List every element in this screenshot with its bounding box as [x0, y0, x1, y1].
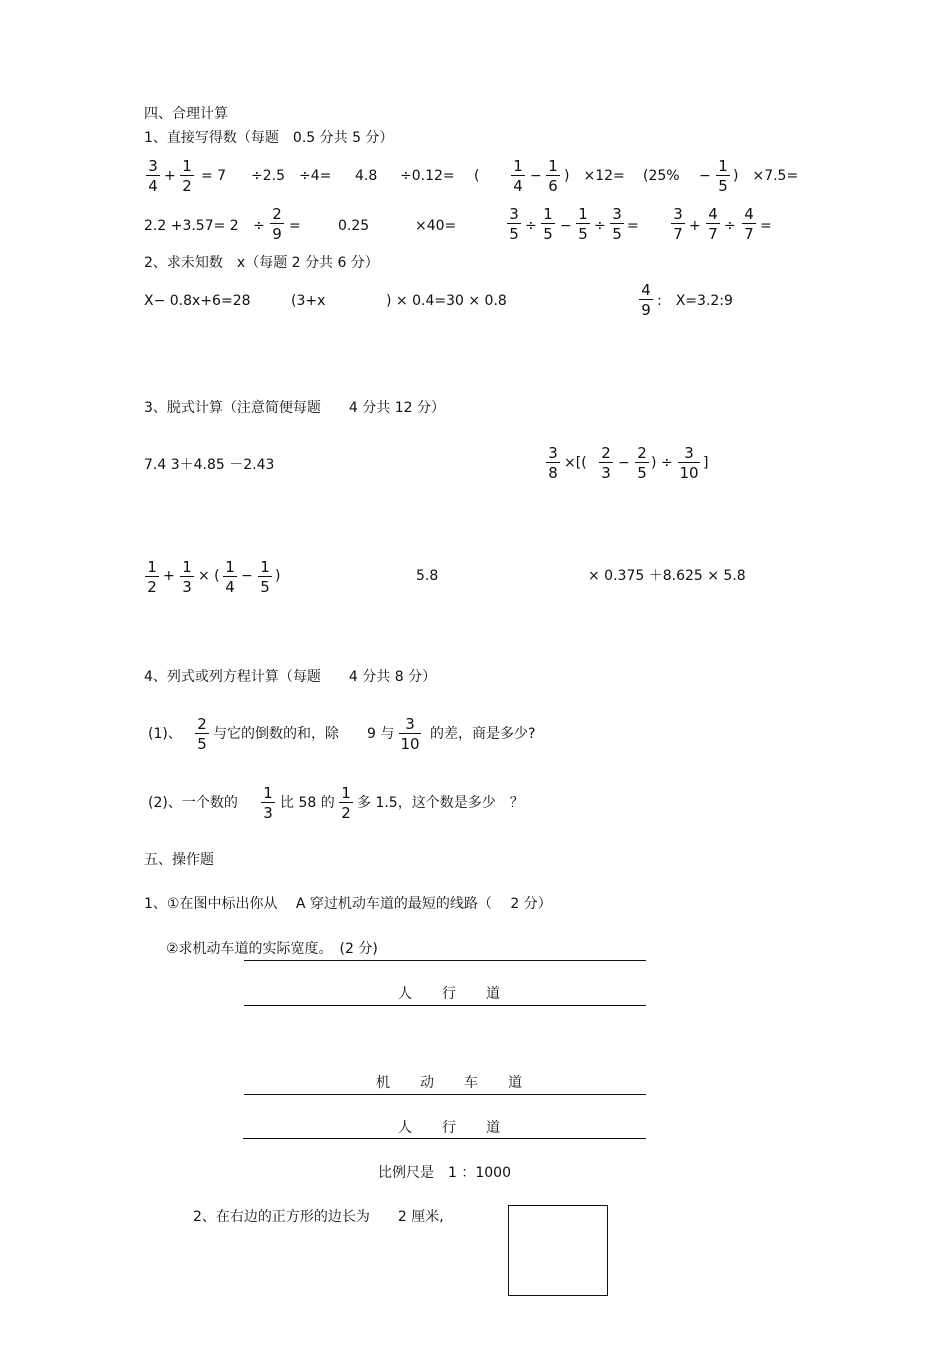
fraction: 4 7	[742, 206, 756, 242]
fraction: 1 2	[180, 158, 194, 194]
fraction: 3 4	[146, 158, 160, 194]
fraction: 1 3	[261, 785, 275, 821]
road-line	[244, 1005, 646, 1006]
q2-eq2b: ) × 0.4=30 × 0.8	[386, 293, 507, 309]
fraction: 3 5	[610, 206, 624, 242]
q3-title: 3、脱式计算（注意简便每题 4 分共 12 分）	[144, 400, 445, 416]
fraction: 3 5	[507, 206, 521, 242]
s5-q2: 2、在右边的正方形的边长为 2 厘米,	[193, 1209, 444, 1225]
fraction: 3 10	[679, 444, 699, 482]
fraction: 4 7	[706, 206, 720, 242]
sidewalk-label-bottom: 人行道	[398, 1120, 530, 1136]
q1-title: 1、直接写得数（每题 0.5 分共 5 分）	[144, 130, 394, 146]
fraction: 1 5	[716, 158, 730, 194]
fraction: 3 7	[671, 206, 685, 242]
section-5-title: 五、操作题	[144, 852, 214, 868]
fraction: 1 2	[339, 785, 353, 821]
sidewalk-label-top: 人行道	[398, 986, 530, 1002]
fraction: 4 9	[639, 282, 653, 318]
road-line	[244, 960, 646, 961]
road-line	[243, 1138, 646, 1139]
q2-title: 2、求未知数 x（每题 2 分共 6 分）	[144, 255, 379, 271]
fraction: 1 5	[576, 206, 590, 242]
fraction: 1 6	[546, 158, 560, 194]
fraction: 1 4	[511, 158, 525, 194]
section-4-title: 四、合理计算	[144, 106, 228, 122]
fraction: 1 4	[223, 559, 237, 595]
square-figure	[508, 1205, 608, 1296]
fraction: 2 9	[270, 206, 284, 242]
q2-eq2a: (3+x	[291, 293, 326, 309]
q4-title: 4、列式或列方程计算（每题 4 分共 8 分）	[144, 669, 437, 685]
fraction: 1 5	[258, 559, 272, 595]
fraction: 3 10	[400, 715, 420, 753]
q3-eq4b: × 0.375 ＋8.625 × 5.8	[588, 568, 746, 584]
scale-label: 比例尺是 1 ：1000	[378, 1165, 511, 1181]
fraction: 3 8	[546, 445, 560, 481]
s5-q1-part1: 1、①在图中标出你从 A 穿过机动车道的最短的线路（ 2 分）	[144, 896, 552, 912]
q2-eq1: X− 0.8x+6=28	[144, 293, 251, 309]
road-line	[244, 1094, 646, 1095]
motorway-label: 机动车道	[376, 1075, 552, 1091]
fraction: 2 5	[195, 716, 209, 752]
q3-eq4a: 5.8	[416, 568, 439, 584]
q3-eq1: 7.4 3＋4.85 －2.43	[144, 457, 275, 473]
q2-eq3: : X=3.2:9	[657, 293, 733, 309]
fraction: 2 5	[635, 445, 649, 481]
s5-q1-part2: ②求机动车道的实际宽度。 (2 分)	[166, 941, 378, 957]
fraction: 1 3	[180, 559, 194, 595]
fraction: 2 3	[599, 445, 613, 481]
fraction: 1 5	[541, 206, 555, 242]
fraction: 1 2	[145, 559, 159, 595]
